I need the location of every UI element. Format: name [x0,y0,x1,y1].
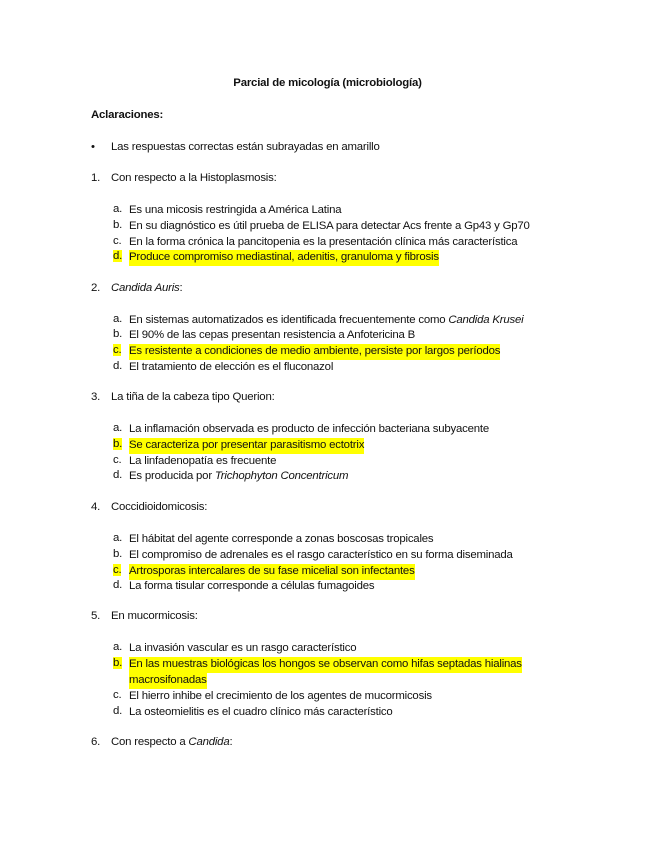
question-number: 6. [91,736,101,748]
question-6-stem [91,736,232,748]
option-text: En la forma crónica la pancitopenia es la presentación clínica más característica [129,236,518,248]
option-letter-highlighted: d. [113,250,123,262]
option-text: Es producida por Trichophyton Concentricum [129,470,349,482]
option-letter: a. [113,203,123,215]
option-letter: b. [113,219,123,231]
question-text-italic: Candida Auris [111,282,180,294]
question-text: Con respecto a [111,736,189,748]
option-text: El tratamiento de elección es el fluconazol [129,361,334,373]
option-letter: a. [113,641,123,653]
option-text: El hábitat del agente corresponde a zonas boscosas tropicales [129,533,434,545]
option-letter-highlighted: b. [113,438,123,450]
option-letter-highlighted: c. [113,344,122,356]
question-number: 1. [91,172,101,184]
option-text: El 90% de las cepas presentan resistencia a Anfotericina B [129,329,415,341]
question-text: La tiña de la cabeza tipo Querion: [111,391,275,403]
question-2-stem [91,282,183,294]
option-letter: b. [113,548,123,560]
option-letter: d. [113,705,123,717]
question-text: En mucormicosis: [111,610,198,622]
option-text-highlighted: macrosifonadas [129,673,207,689]
question-text-italic: Candida [188,736,230,748]
question-1-stem [91,172,277,184]
bullet-icon: • [91,141,95,153]
option-text: La invasión vascular es un rasgo característico [129,642,357,654]
option-letter: d. [113,469,123,481]
option-letter: d. [113,579,123,591]
option-text-italic: Trichophyton Concentricum [214,470,349,482]
option-letter: d. [113,360,123,372]
option-text-highlighted: Produce compromiso mediastinal, adenitis, granuloma y fibrosis [129,250,439,266]
option-letter-highlighted: c. [113,564,122,576]
option-text-highlighted: Artrosporas intercalares de su fase micelial son infectantes [129,564,415,580]
question-text-suffix: : [179,282,183,294]
option-text: El compromiso de adrenales es el rasgo característico en su forma diseminada [129,549,513,561]
option-text-italic: Candida Krusei [448,314,524,326]
option-letter: a. [113,532,123,544]
question-number: 2. [91,282,101,294]
option-text: El hierro inhibe el crecimiento de los agentes de mucormicosis [129,690,432,702]
option-letter: c. [113,454,122,466]
question-3-stem [91,391,275,403]
document-title: Parcial de micología (microbiología) [233,77,422,89]
aclaraciones-heading: Aclaraciones: [91,109,164,121]
option-text: La osteomielitis es el cuadro clínico más característico [129,706,393,718]
question-number: 5. [91,610,101,622]
option-text-highlighted: Es resistente a condiciones de medio ambiente, persiste por largos períodos [129,344,500,360]
option-letter-highlighted: b. [113,657,123,669]
option-letter: a. [113,422,123,434]
option-text-highlighted: En las muestras biológicas los hongos se observan como hifas septadas hialinas [129,657,522,673]
option-text: Es una micosis restringida a América Latina [129,204,342,216]
option-text-highlighted: Se caracteriza por presentar parasitismo ectotrix [129,438,364,454]
option-text: La forma tisular corresponde a células fumagoides [129,580,375,592]
question-text: Coccidioidomicosis: [111,501,208,513]
question-5-stem [91,610,198,622]
option-letter: c. [113,235,122,247]
aclaraciones-text: Las respuestas correctas están subrayadas en amarillo [111,141,380,153]
option-letter: a. [113,313,123,325]
option-text: La inflamación observada es producto de infección bacteriana subyacente [129,423,490,435]
question-text-suffix: : [229,736,233,748]
option-letter: b. [113,328,123,340]
option-text: La linfadenopatía es frecuente [129,455,277,467]
question-number: 3. [91,391,101,403]
question-number: 4. [91,501,101,513]
question-4-stem [91,501,207,513]
option-text: En su diagnóstico es útil prueba de ELISA para detectar Acs frente a Gp43 y Gp70 [129,220,530,232]
question-text: Con respecto a la Histoplasmosis: [111,172,277,184]
option-letter: c. [113,689,122,701]
option-text: En sistemas automatizados es identificada frecuentemente como Candida Krusei [129,314,524,326]
